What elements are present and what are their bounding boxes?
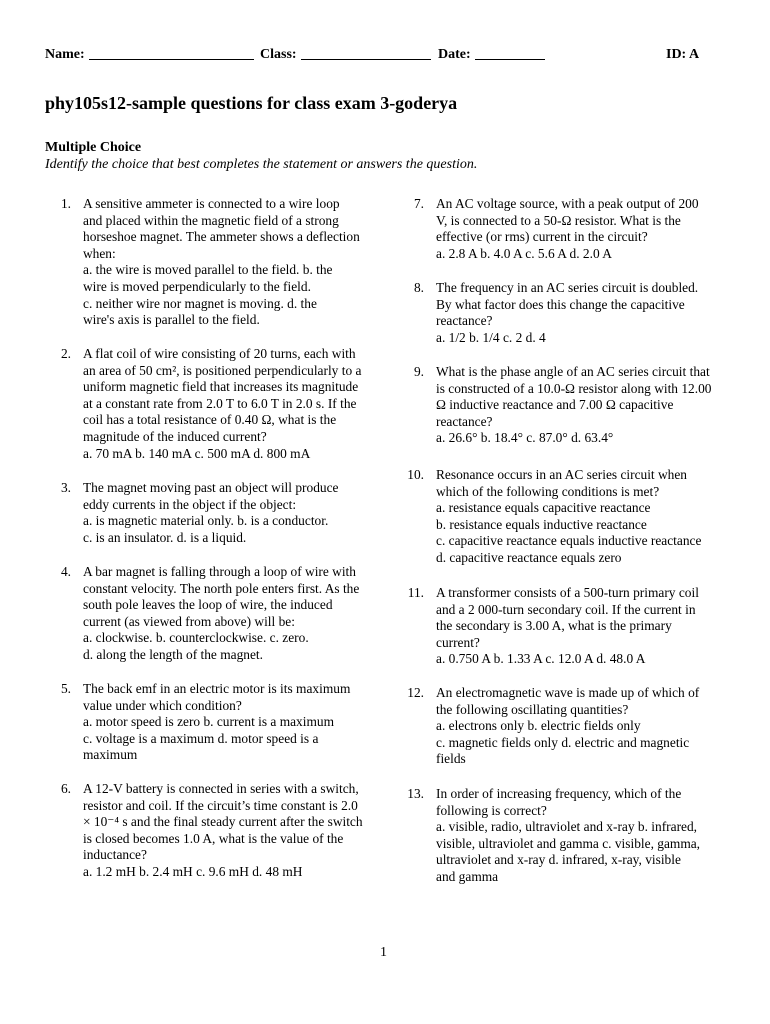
question-number: 13. — [407, 786, 424, 801]
question-body — [83, 346, 373, 462]
question-line: maximum — [83, 747, 138, 763]
question-body — [436, 280, 728, 346]
question-line: a. clockwise. b. counterclockwise. c. zero. — [83, 630, 309, 646]
question-line: A 12-V battery is connected in series with a switch, — [83, 781, 359, 796]
question-line: south pole leaves the loop of wire, the induced — [83, 597, 333, 613]
question-line: wire is moved perpendicularly to the field. — [83, 278, 311, 294]
question-line: A flat coil of wire consisting of 20 turns, each with — [83, 346, 356, 361]
question-line: following is correct? — [436, 802, 547, 818]
question-body — [436, 786, 728, 886]
question-line: An AC voltage source, with a peak output of 200 — [436, 196, 699, 211]
question-line: a. 2.8 A b. 4.0 A c. 5.6 A d. 2.0 A — [436, 245, 612, 261]
question-line: Ω inductive reactance and 7.00 Ω capacitive — [436, 397, 674, 413]
section-instructions: Identify the choice that best completes the statement or answers the question. — [45, 157, 478, 172]
question-number: 1. — [60, 196, 71, 211]
section-heading: Multiple Choice — [45, 140, 142, 155]
question-line: magnitude of the induced current? — [83, 428, 267, 444]
question-line: the secondary is 3.00 A, what is the primary — [436, 618, 672, 634]
question-body — [83, 480, 373, 546]
question-line: A bar magnet is falling through a loop of wire with — [83, 564, 356, 579]
name-field — [45, 47, 85, 63]
question-line: × 10⁻⁴ s and the final steady current after the switch — [83, 814, 363, 830]
question-line: By what factor does this change the capacitive — [436, 296, 685, 312]
question-line: a. motor speed is zero b. current is a maximum — [83, 714, 335, 730]
question-number: 2. — [60, 346, 71, 361]
question-line: reactance? — [436, 413, 493, 429]
question-line: c. neither wire nor magnet is moving. d. the — [83, 295, 317, 311]
question-number: 12. — [407, 685, 424, 700]
question-number: 4. — [60, 564, 71, 579]
question-line: A sensitive ammeter is connected to a wire loop — [83, 196, 340, 211]
exam-header — [45, 47, 705, 67]
question-body — [83, 681, 373, 764]
question-line: visible, ultraviolet and gamma c. visible, gamma, — [436, 835, 701, 851]
question-body — [436, 467, 728, 567]
class-label: Class: — [260, 47, 297, 62]
question-line: resistor and coil. If the circuit’s time constant is 2.0 — [83, 797, 358, 813]
question-number: 11. — [407, 585, 424, 600]
question-number: 7. — [413, 196, 424, 211]
question-number: 9. — [413, 364, 424, 379]
question-body — [83, 564, 373, 664]
question-line: a. 26.6° b. 18.4° c. 87.0° d. 63.4° — [436, 430, 614, 446]
question-line: c. magnetic fields only d. electric and magnetic — [436, 734, 690, 750]
question-line: is closed becomes 1.0 A, what is the value of the — [83, 830, 344, 846]
question-line: a. 0.750 A b. 1.33 A c. 12.0 A d. 48.0 A — [436, 651, 646, 667]
question-line: b. resistance equals inductive reactance — [436, 516, 647, 532]
question-number: 5. — [60, 681, 71, 696]
question-line: c. is an insulator. d. is a liquid. — [83, 529, 247, 545]
question-line: a. 1.2 mH b. 2.4 mH c. 9.6 mH d. 48 mH — [83, 863, 303, 879]
question-line: eddy currents in the object if the object: — [83, 496, 297, 512]
question-line: c. capacitive reactance equals inductive reactance — [436, 533, 702, 549]
question-line: The back emf in an electric motor is its maximum — [83, 681, 351, 696]
question-number: 10. — [407, 467, 424, 482]
question-line: coil has a total resistance of 0.40 Ω, what is the — [83, 412, 337, 428]
date-field — [438, 47, 471, 63]
question-line: A transformer consists of a 500-turn primary coil — [436, 585, 699, 600]
question-line: which of the following conditions is met? — [436, 483, 660, 499]
question-body — [436, 585, 728, 668]
question-line: current? — [436, 634, 480, 650]
question-line: reactance? — [436, 313, 493, 329]
question-line: a. electrons only b. electric fields only — [436, 718, 641, 734]
question-line: c. voltage is a maximum d. motor speed is a — [83, 730, 319, 746]
question-body — [436, 364, 728, 447]
question-number: 6. — [60, 781, 71, 796]
question-line: constant velocity. The north pole enters first. As the — [83, 580, 360, 596]
question-line: Resonance occurs in an AC series circuit when — [436, 467, 687, 482]
question-line: What is the phase angle of an AC series circuit that — [436, 364, 710, 379]
question-line: and a 2 000-turn secondary coil. If the current in — [436, 601, 696, 617]
question-line: In order of increasing frequency, which of the — [436, 786, 682, 801]
question-number: 3. — [60, 480, 71, 495]
page-title: phy105s12-sample questions for class exam 3-goderya — [45, 93, 458, 113]
question-number: 8. — [413, 280, 424, 295]
question-body — [436, 685, 728, 768]
question-line: The frequency in an AC series circuit is doubled. — [436, 280, 699, 295]
question-line: a. the wire is moved parallel to the field. b. the — [83, 262, 333, 278]
class-blank — [301, 47, 431, 60]
question-line: a. 1/2 b. 1/4 c. 2 d. 4 — [436, 329, 546, 345]
question-line: and placed within the magnetic field of a strong — [83, 212, 339, 228]
question-line: a. visible, radio, ultraviolet and x-ray b. infrared, — [436, 819, 698, 835]
question-line: current (as viewed from above) will be: — [83, 613, 295, 629]
question-line: An electromagnetic wave is made up of which of — [436, 685, 700, 700]
question-body — [436, 196, 728, 262]
question-line: wire's axis is parallel to the field. — [83, 312, 260, 328]
question-line: V, is connected to a 50-Ω resistor. What is the — [436, 212, 681, 228]
question-line: The magnet moving past an object will produce — [83, 480, 339, 495]
class-field — [260, 47, 297, 63]
question-line: d. along the length of the magnet. — [83, 646, 263, 662]
question-line: effective (or rms) current in the circuit? — [436, 229, 648, 245]
question-line: d. capacitive reactance equals zero — [436, 549, 622, 565]
question-line: is constructed of a 10.0-Ω resistor along with 12.00 — [436, 380, 712, 396]
question-line: inductance? — [83, 847, 147, 863]
page-number: 1 — [380, 945, 387, 960]
name-blank — [89, 47, 254, 60]
date-label: Date: — [438, 47, 471, 62]
question-line: a. resistance equals capacitive reactance — [436, 500, 651, 516]
question-line: ultraviolet and x-ray d. infrared, x-ray, visible — [436, 852, 681, 868]
question-line: an area of 50 cm², is positioned perpendicularly to a — [83, 362, 362, 378]
question-line: a. is magnetic material only. b. is a conductor. — [83, 513, 329, 529]
date-blank — [475, 47, 545, 60]
question-line: at a constant rate from 2.0 T to 6.0 T in 2.0 s. If the — [83, 395, 357, 411]
question-line: horseshoe magnet. The ammeter shows a deflection — [83, 229, 360, 245]
id-label: ID: A — [666, 47, 700, 62]
question-line: fields — [436, 751, 466, 767]
question-line: value under which condition? — [83, 697, 242, 713]
question-line: uniform magnetic field that increases its magnitude — [83, 379, 359, 395]
name-label: Name: — [45, 47, 85, 62]
question-body — [83, 781, 373, 881]
question-line: a. 70 mA b. 140 mA c. 500 mA d. 800 mA — [83, 445, 311, 461]
question-line: and gamma — [436, 868, 499, 884]
question-line: when: — [83, 245, 116, 261]
question-line: the following oscillating quantities? — [436, 701, 629, 717]
question-body — [83, 196, 373, 329]
